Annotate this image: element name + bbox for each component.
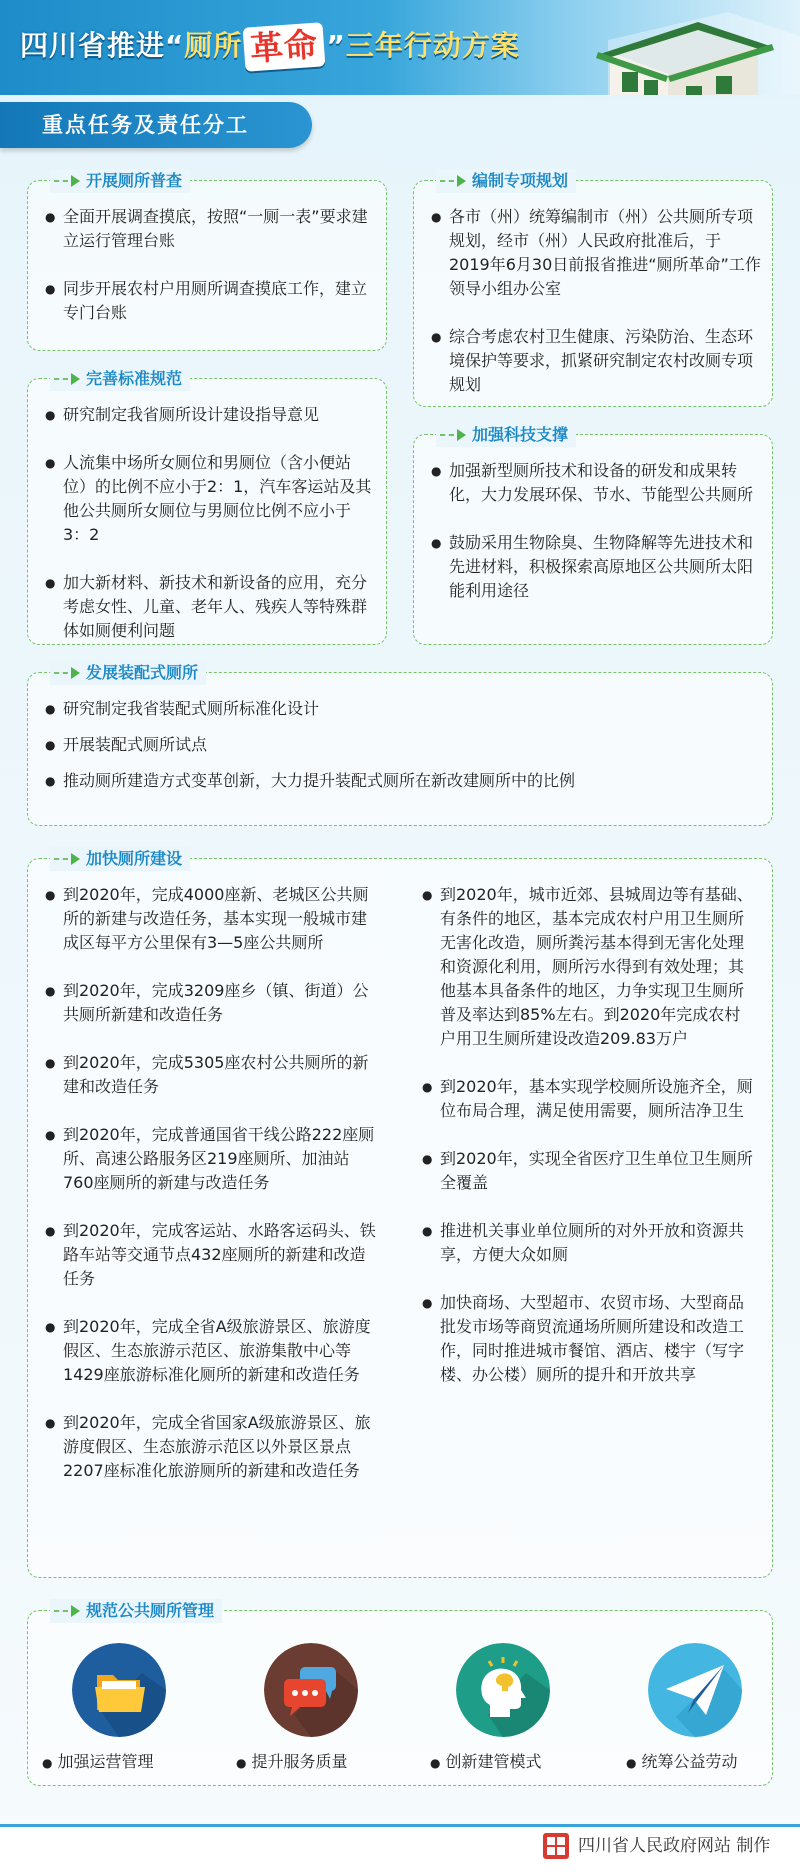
arrow-right-icon — [457, 429, 466, 441]
standard-list — [45, 403, 375, 643]
seal-icon — [542, 1832, 570, 1860]
dash-line-icon — [440, 434, 454, 436]
list-item: ● 研究制定我省装配式厕所标准化设计 — [45, 697, 755, 721]
list-item: ● 研究制定我省厕所设计建设指导意见 — [45, 403, 375, 427]
dash-line-icon — [440, 180, 454, 182]
section-build — [27, 849, 773, 1578]
tech-list — [431, 459, 761, 603]
title-keyword-revolution: 革命 — [243, 22, 326, 71]
dash-line-icon — [54, 378, 68, 380]
list-item: ● 到2020年，完成4000座新、老城区公共厕所的新建与改造任务，基本实现一般城市建成区每平方公里保有3—5座公共厕所 — [45, 883, 379, 955]
dash-line-icon — [54, 858, 68, 860]
title-keyword-toilet: 厕所 — [184, 29, 243, 62]
folder-icon — [72, 1643, 166, 1737]
section-title-prefab — [50, 661, 206, 685]
page-title — [20, 18, 520, 74]
list-item: ● 到2020年，完成全省A级旅游景区、旅游度假区、生态旅游示范区、旅游集散中心等1429座旅游标准化厕所的新建和改造任务 — [45, 1315, 379, 1387]
quote-close: ” — [326, 29, 346, 62]
arrow-right-icon — [71, 853, 80, 865]
list-item: ● 推动厕所建造方式变革创新，大力提升装配式厕所在新改建厕所中的比例 — [45, 769, 755, 793]
manage-label-model: ● 创新建管模式 — [430, 1751, 542, 1774]
title-part2: 三年行动方案 — [345, 29, 520, 62]
section-title-plan — [436, 169, 576, 193]
arrow-right-icon — [457, 175, 466, 187]
list-item: ● 鼓励采用生物除臭、生物降解等先进技术和先进材料，积极探索高原地区公共厕所太阳能利用途径 — [431, 531, 761, 603]
list-item: ● 加快商场、大型超市、农贸市场、大型商品批发市场等商贸流通场所厕所建设和改造工作，同时推进城市餐馆、酒店、楼宇（写字楼、办公楼）厕所的提升和开放共享 — [422, 1291, 756, 1387]
section-survey — [27, 171, 387, 351]
build-list-right — [422, 883, 756, 1387]
quote-open: “ — [165, 29, 185, 62]
manage-label-labor: ● 统筹公益劳动 — [626, 1751, 738, 1774]
banner-label: 重点任务及责任分工 — [42, 113, 249, 137]
list-item: ● 开展装配式厕所试点 — [45, 733, 755, 757]
arrow-right-icon — [71, 667, 80, 679]
list-item: ● 人流集中场所女厕位和男厕位（含小便站位）的比例不应小于2：1，汽车客运站及其他公共厕所女厕位与男厕位比例不应小于3：2 — [45, 451, 375, 547]
paper-plane-icon — [648, 1643, 742, 1737]
dash-line-icon — [54, 180, 68, 182]
list-item: ● 到2020年，完成普通国省干线公路222座厕所、高速公路服务区219座厕所、加油站760座厕所的新建与改造任务 — [45, 1123, 379, 1195]
list-item: ● 到2020年，基本实现学校厕所设施齐全，厕位布局合理，满足使用需要，厕所洁净卫生 — [422, 1075, 756, 1123]
title-part1: 四川省推进 — [20, 29, 166, 62]
footer-credit: 四川省人民政府网站 制作 — [578, 1836, 771, 1856]
section-standard — [27, 369, 387, 645]
dash-line-icon — [54, 1610, 68, 1612]
survey-list — [45, 205, 375, 325]
section-title-build — [50, 847, 190, 871]
section-title-text: 完善标准规范 — [86, 369, 183, 388]
header — [0, 0, 800, 95]
section-title-manage — [50, 1599, 222, 1623]
section-title-text: 加快厕所建设 — [86, 849, 183, 868]
section-prefab — [27, 663, 773, 826]
list-item: ● 各市（州）统筹编制市（州）公共厕所专项规划，经市（州）人民政府批准后，于2019年6月30日前报省推进“厕所革命”工作领导小组办公室 — [431, 205, 761, 301]
arrow-right-icon — [71, 175, 80, 187]
build-list-left — [45, 883, 379, 1483]
section-manage — [27, 1601, 773, 1786]
list-item: ● 加大新材料、新技术和新设备的应用，充分考虑女性、儿童、老年人、残疾人等特殊群体如厕便利问题 — [45, 571, 375, 643]
section-plan — [413, 171, 773, 407]
section-title-standard — [50, 367, 190, 391]
dash-line-icon — [54, 672, 68, 674]
list-item: ● 到2020年，城市近郊、县城周边等有基础、有条件的地区，基本完成农村户用卫生厕所无害化改造，厕所粪污基本得到无害化处理和资源化利用，厕所污水得到有效处理；其他基本具备条件的地区，力争实现卫生厕所普及率达到85%左右。到2020年完成农村户用卫生厕所建设改造209.83万户 — [422, 883, 756, 1051]
list-item: ● 综合考虑农村卫生健康、污染防治、生态环境保护等要求，抓紧研究制定农村改厕专项规划 — [431, 325, 761, 397]
section-title-text: 编制专项规划 — [472, 171, 569, 190]
list-item: ● 加强新型厕所技术和设备的研发和成果转化，大力发展环保、节水、节能型公共厕所 — [431, 459, 761, 507]
list-item: ● 到2020年，完成5305座农村公共厕所的新建和改造任务 — [45, 1051, 379, 1099]
list-item: ● 推进机关事业单位厕所的对外开放和资源共享，方便大众如厕 — [422, 1219, 756, 1267]
section-title-text: 规范公共厕所管理 — [86, 1601, 215, 1620]
plan-list — [431, 205, 761, 397]
list-item: ● 到2020年，完成客运站、水路客运码头、铁路车站等交通节点432座厕所的新建和改造任务 — [45, 1219, 379, 1291]
manage-label-service: ● 提升服务质量 — [236, 1751, 348, 1774]
arrow-right-icon — [71, 373, 80, 385]
prefab-list — [45, 697, 755, 793]
list-item: ● 同步开展农村户用厕所调查摸底工作，建立专门台账 — [45, 277, 375, 325]
section-title-text: 开展厕所普查 — [86, 171, 183, 190]
list-item: ● 到2020年，实现全省医疗卫生单位卫生厕所全覆盖 — [422, 1147, 756, 1195]
list-item: ● 到2020年，完成3209座乡（镇、街道）公共厕所新建和改造任务 — [45, 979, 379, 1027]
section-title-tech — [436, 423, 576, 447]
section-title-survey — [50, 169, 190, 193]
list-item: ● 到2020年，完成全省国家A级旅游景区、旅游度假区、生态旅游示范区以外景区景点2207座标准化旅游厕所的新建和改造任务 — [45, 1411, 379, 1483]
manage-label-operation: ● 加强运营管理 — [42, 1751, 154, 1774]
section-banner — [0, 102, 312, 148]
house-illustration — [548, 6, 800, 95]
chat-bubbles-icon — [264, 1643, 358, 1737]
arrow-right-icon — [71, 1605, 80, 1617]
section-tech — [413, 425, 773, 645]
head-idea-icon — [456, 1643, 550, 1737]
section-title-text: 发展装配式厕所 — [86, 663, 199, 682]
list-item: ● 全面开展调查摸底，按照“一厕一表”要求建立运行管理台账 — [45, 205, 375, 253]
section-title-text: 加强科技支撑 — [472, 425, 569, 444]
